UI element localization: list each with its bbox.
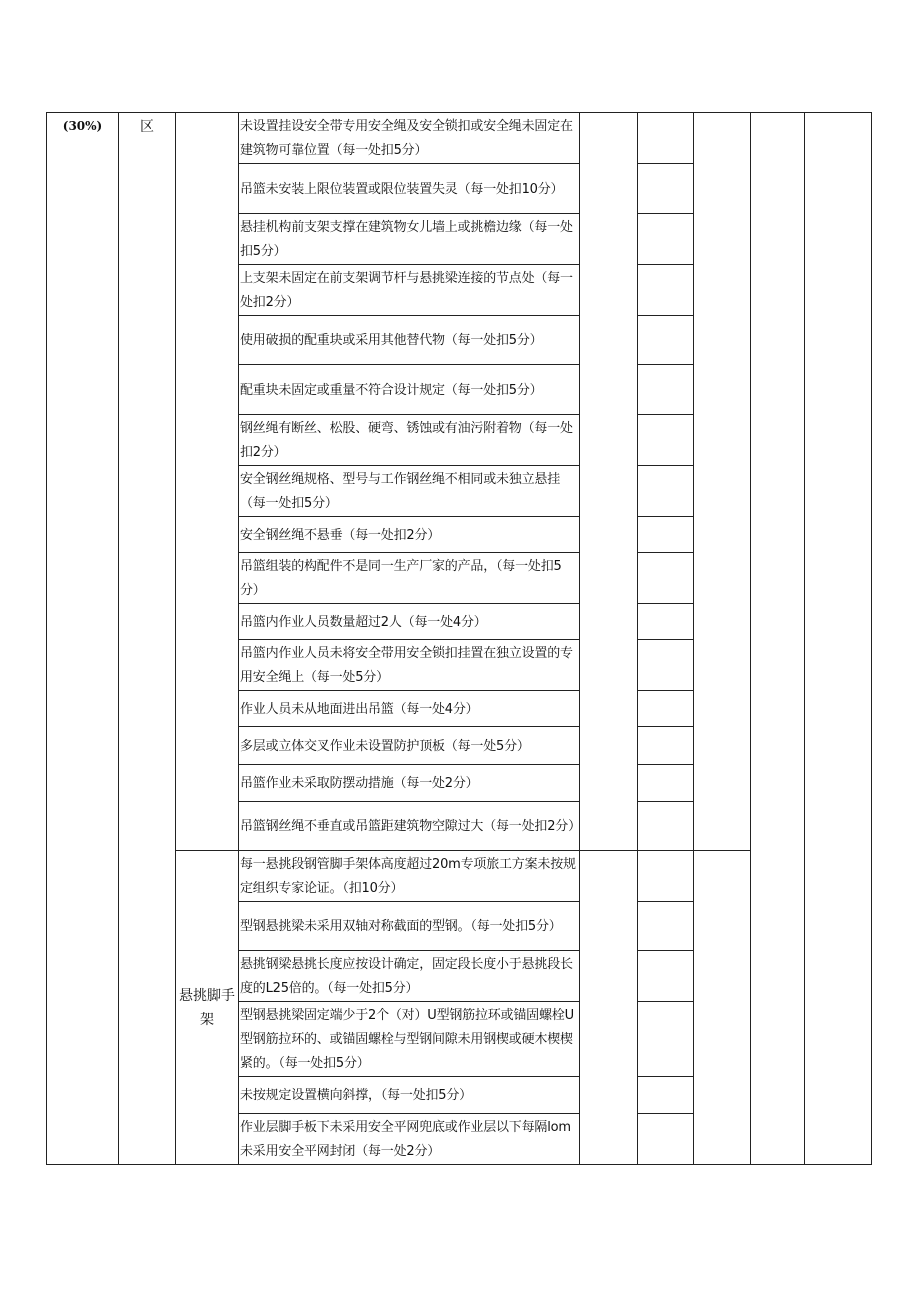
remark-cell[interactable] (805, 113, 872, 1165)
deduct-cell[interactable] (638, 902, 694, 951)
check-item: 上支架未固定在前支架调节杆与悬挑梁连接的节点处（每一处扣2分） (239, 265, 580, 316)
check-item: 使用破损的配重块或采用其他替代物（每一处扣5分） (239, 316, 580, 365)
score-cell[interactable] (580, 851, 638, 1165)
deduct-cell[interactable] (638, 316, 694, 365)
check-item: 吊篮组装的构配件不是同一生产厂家的产品，（每一处扣5分） (239, 553, 580, 604)
deduct-cell[interactable] (638, 553, 694, 604)
check-item: 吊篮作业未采取防摆动措施（每一处2分） (239, 765, 580, 802)
check-item: 安全钢丝绳规格、型号与工作钢丝绳不相同或未独立悬挂（每一处扣5分） (239, 466, 580, 517)
deduct-cell[interactable] (638, 365, 694, 415)
check-item: 型钢悬挑梁未采用双轴对称截面的型钢。（每一处扣5分） (239, 902, 580, 951)
check-item: 型钢悬挑梁固定端少于2个（对）U型钢筋拉环或锚固螺栓U型钢筋拉环的、或锚固螺栓与型钢间隙未用钢楔或硬木楔楔紧的。（每一处扣5分） (239, 1002, 580, 1077)
deduct-cell[interactable] (638, 604, 694, 640)
check-item: 吊篮内作业人员数量超过2人（每一处4分） (239, 604, 580, 640)
check-item: 未按规定设置横向斜撑，（每一处扣5分） (239, 1077, 580, 1114)
deduct-cell[interactable] (638, 214, 694, 265)
deduct-cell[interactable] (638, 265, 694, 316)
area-label: 区 (140, 119, 154, 135)
check-item: 悬挑钢梁悬挑长度应按设计确定，固定段长度小于悬挑段长度的L25倍的。（每一处扣5分） (239, 951, 580, 1002)
deduct-cell[interactable] (638, 851, 694, 902)
check-item: 安全钢丝绳不悬垂（每一处扣2分） (239, 517, 580, 553)
deduct-cell[interactable] (638, 466, 694, 517)
category-label: 悬挑脚手架 (179, 987, 235, 1028)
deduct-cell[interactable] (638, 1002, 694, 1077)
check-item: 吊篮内作业人员未将安全带用安全锁扣挂置在独立设置的专用安全绳上（每一处5分） (239, 640, 580, 691)
check-item: 多层或立体交叉作业未设置防护顶板（每一处5分） (239, 727, 580, 765)
category-cell-blank (176, 113, 239, 851)
area-cell (119, 113, 176, 1165)
check-item: 作业层脚手板下未采用安全平网兜底或作业层以下每隔lom未采用安全平网封闭（每一处2分） (239, 1114, 580, 1165)
deduct-cell[interactable] (638, 1077, 694, 1114)
deduct-cell[interactable] (638, 691, 694, 727)
deduct-cell[interactable] (638, 517, 694, 553)
category-cell (176, 851, 239, 1165)
score-cell[interactable] (580, 113, 638, 851)
check-item: 钢丝绳有断丝、松股、硬弯、锈蚀或有油污附着物（每一处扣2分） (239, 415, 580, 466)
deduct-cell[interactable] (638, 765, 694, 802)
check-item: 配重块未固定或重量不符合设计规定（每一处扣5分） (239, 365, 580, 415)
deduct-cell[interactable] (638, 113, 694, 164)
inspection-table (46, 112, 872, 1165)
actual-cell[interactable] (694, 113, 751, 851)
check-item: 吊篮未安装上限位装置或限位装置失灵（每一处扣10分） (239, 164, 580, 214)
check-item: 吊篮钢丝绳不垂直或吊篮距建筑物空隙过大（每一处扣2分） (239, 802, 580, 851)
deduct-cell[interactable] (638, 164, 694, 214)
total-cell[interactable] (751, 113, 805, 1165)
percent-cell (47, 113, 119, 1165)
check-item: 未设置挂设安全带专用安全绳及安全锁扣或安全绳未固定在建筑物可靠位置（每一处扣5分） (239, 113, 580, 164)
deduct-cell[interactable] (638, 727, 694, 765)
deduct-cell[interactable] (638, 1114, 694, 1165)
check-item: 每一悬挑段钢管脚手架体高度超过20m专项旅工方案未按规定组织专家论证。（扣10分） (239, 851, 580, 902)
check-item: 悬挂机构前支架支撑在建筑物女儿墙上或挑檐边缘（每一处扣5分） (239, 214, 580, 265)
check-item: 作业人员未从地面进出吊篮（每一处4分） (239, 691, 580, 727)
deduct-cell[interactable] (638, 951, 694, 1002)
actual-cell[interactable] (694, 851, 751, 1165)
deduct-cell[interactable] (638, 802, 694, 851)
deduct-cell[interactable] (638, 415, 694, 466)
deduct-cell[interactable] (638, 640, 694, 691)
percent-label: (30%) (62, 119, 103, 133)
